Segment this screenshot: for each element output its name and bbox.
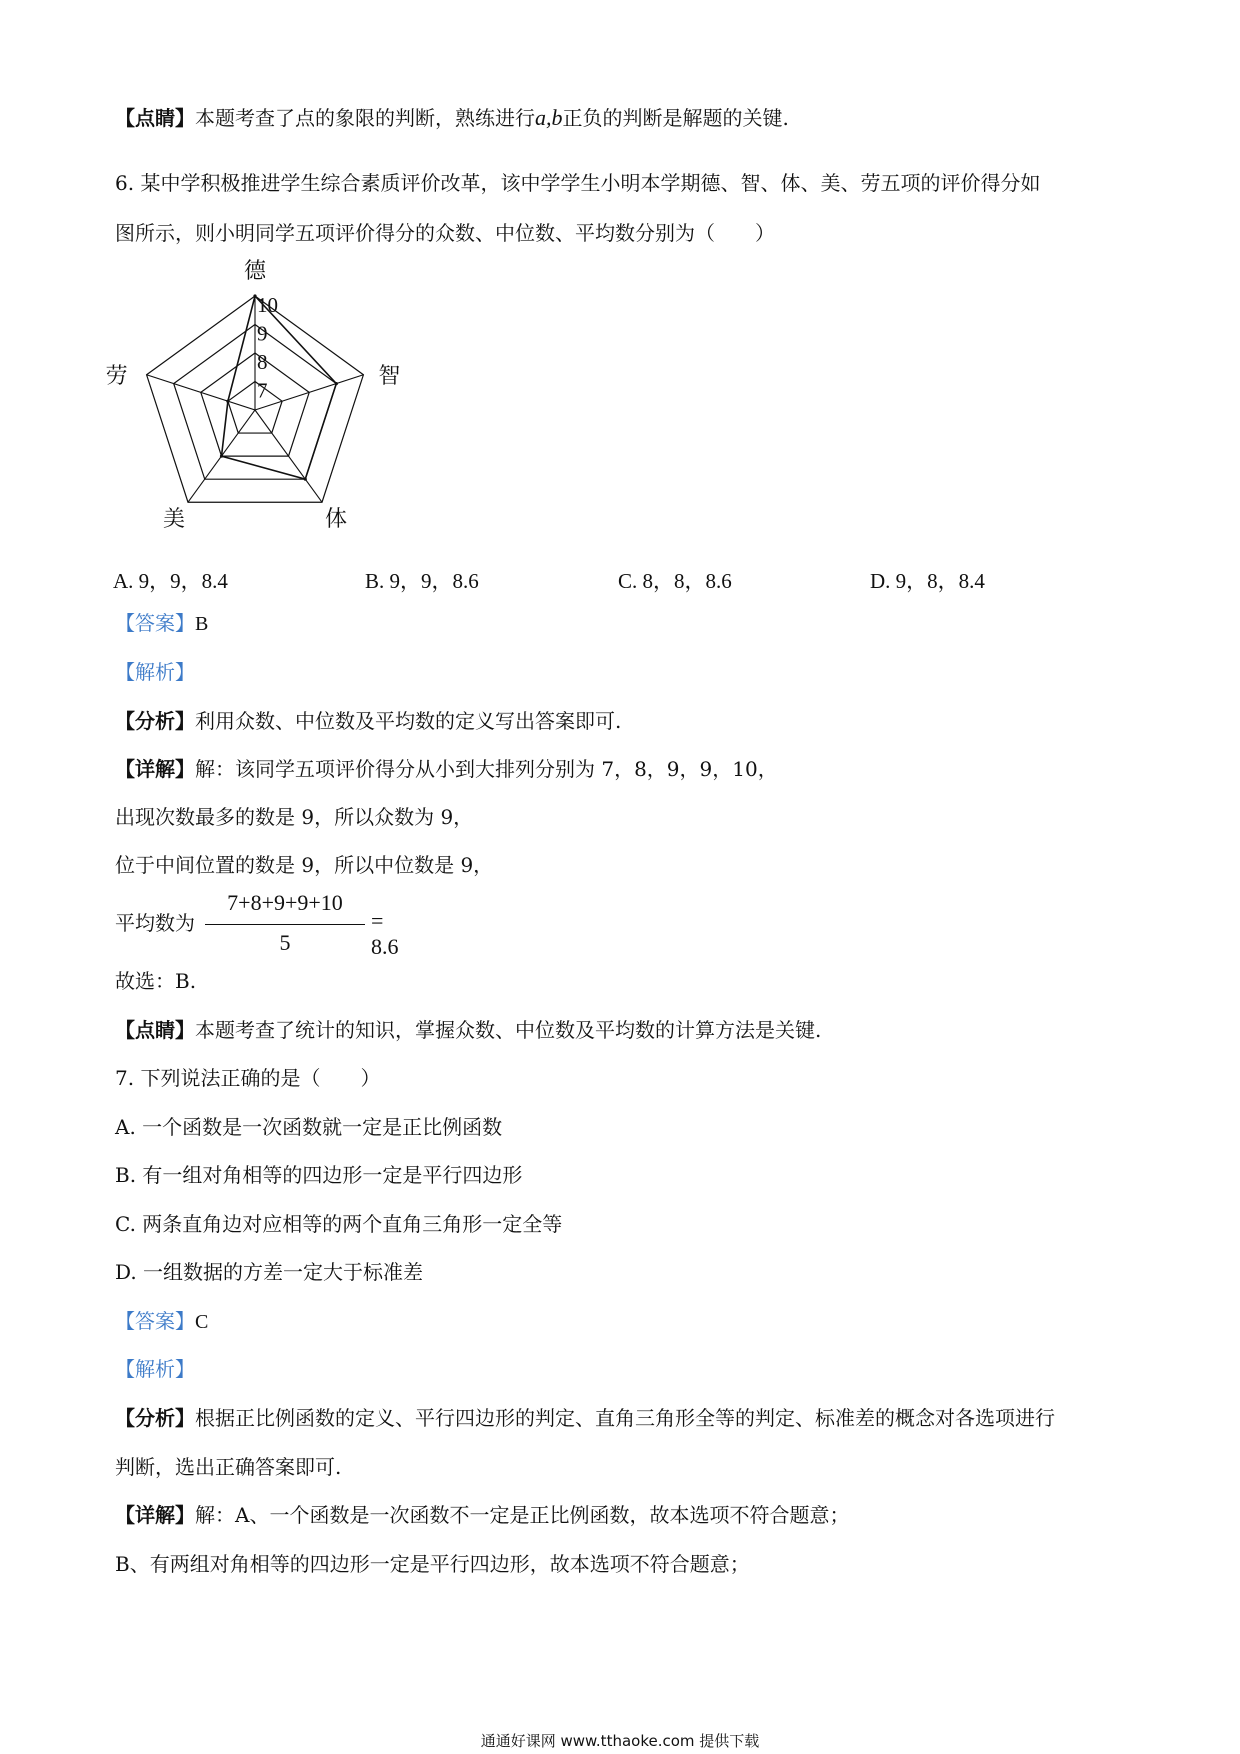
xiangjie-tag: 【详解】 — [115, 757, 195, 781]
radar-category-label: 德 — [243, 259, 267, 284]
xiangjie-line — [115, 755, 778, 783]
fenxi-tag: 【分析】 — [115, 709, 195, 733]
question-7: 7. 下列说法正确的是（ ） — [115, 1066, 381, 1090]
fenxi2-text: 根据正比例函数的定义、平行四边形的判定、直角三角形全等的判定、标准差的概念对各选项进行 — [195, 1406, 1055, 1430]
radar-data — [220, 294, 338, 480]
fraction-result: = 8.6 — [371, 908, 399, 959]
fenxi2-tag: 【分析】 — [115, 1406, 195, 1430]
option-c: C. 8，8，8.6 — [618, 569, 732, 593]
dianjing2-tag: 【点睛】 — [115, 1018, 195, 1042]
fenxi-line — [115, 707, 621, 735]
question-7-option-c: C. 两条直角边对应相等的两个直角三角形一定全等 — [115, 1212, 563, 1236]
xiangjie2-line-b: B、有两组对角相等的四边形一定是平行四边形，故本选项不符合题意； — [115, 1552, 750, 1576]
radar-chart — [105, 258, 405, 548]
fenxi2-line — [115, 1404, 1055, 1432]
dianjing-line-1 — [115, 104, 789, 132]
radar-point-智 — [335, 382, 338, 385]
xiangjie-text: 解：该同学五项评价得分从小到大排列分别为 7，8，9，9，10， — [195, 757, 778, 781]
guxuan-line: 故选：B. — [115, 969, 197, 993]
radar-tick-label: 7 — [257, 378, 268, 403]
fraction-numerator: 7+8+9+9+10 — [227, 890, 343, 915]
answer-line-2 — [115, 1307, 208, 1336]
option-a: A. 9，9，8.4 — [113, 569, 228, 593]
question-7-option-d: D. 一组数据的方差一定大于标准差 — [115, 1260, 424, 1284]
radar-point-体 — [304, 478, 307, 481]
radar-tick-label: 10 — [257, 293, 278, 317]
radar-ticks — [257, 293, 278, 403]
fenxi-text: 利用众数、中位数及平均数的定义写出答案即可. — [195, 709, 622, 733]
question-7-option-a: A. 一个函数是一次函数就一定是正比例函数 — [115, 1115, 503, 1139]
radar-spoke — [255, 375, 363, 410]
fraction-denominator: 5 — [279, 930, 291, 955]
radar-point-劳 — [226, 400, 229, 403]
footer: 通通好课网 www.tthaoke.com 提供下载 — [480, 1732, 760, 1750]
answer-tag: 【答案】 — [115, 611, 195, 635]
variables-ab: a,b — [535, 105, 563, 130]
radar-category-label: 美 — [162, 507, 186, 533]
median-line: 位于中间位置的数是 9，所以中位数是 9， — [115, 853, 494, 877]
mode-line: 出现次数最多的数是 9，所以众数为 9， — [115, 805, 474, 829]
answer2-tag: 【答案】 — [115, 1309, 195, 1333]
answer-line — [115, 609, 208, 638]
radar-tick-label: 8 — [257, 350, 268, 374]
question-7-option-b: B. 有一组对角相等的四边形一定是平行四边形 — [115, 1163, 523, 1187]
fenxi2-line-b: 判断，选出正确答案即可. — [115, 1455, 342, 1479]
dianjing2-text: 本题考查了统计的知识，掌握众数、中位数及平均数的计算方法是关键. — [195, 1018, 822, 1042]
fraction-bar — [205, 924, 365, 925]
xiangjie2-tag: 【详解】 — [115, 1503, 195, 1527]
radar-tick-label: 9 — [257, 321, 268, 346]
radar-data-polygon — [221, 296, 336, 479]
radar-category-label: 智 — [378, 363, 401, 389]
jiexi-tag: 【解析】 — [115, 660, 195, 684]
radar-category-label: 劳 — [105, 363, 128, 389]
radar-spoke — [147, 375, 255, 410]
xiangjie2-line — [115, 1501, 849, 1529]
dianjing-tag: 【点睛】 — [115, 106, 195, 130]
question-6-line-1: 6. 某中学积极推进学生综合素质评价改革，该中学学生小明本学期德、智、体、美、劳五项的评价得分如 — [115, 171, 1041, 195]
jiexi2-tag: 【解析】 — [115, 1357, 195, 1381]
dianjing-line-2 — [115, 1016, 821, 1044]
dianjing-text-a: 本题考查了点的象限的判断，熟练进行 — [195, 106, 535, 130]
answer-value: B — [195, 613, 209, 635]
mean-label: 平均数为 — [115, 911, 195, 935]
radar-category-label: 体 — [324, 507, 348, 533]
answer2-value: C — [195, 1311, 209, 1333]
radar-point-美 — [220, 455, 223, 458]
dianjing-text-b: 正负的判断是解题的关键. — [562, 106, 789, 130]
xiangjie2-text: 解：A、一个函数是一次函数不一定是正比例函数，故本选项不符合题意； — [195, 1503, 850, 1527]
question-6-line-2: 图所示，则小明同学五项评价得分的众数、中位数、平均数分别为（ ） — [115, 221, 775, 245]
option-d: D. 9，8，8.4 — [870, 569, 985, 593]
option-b: B. 9，9，8.6 — [365, 569, 479, 593]
